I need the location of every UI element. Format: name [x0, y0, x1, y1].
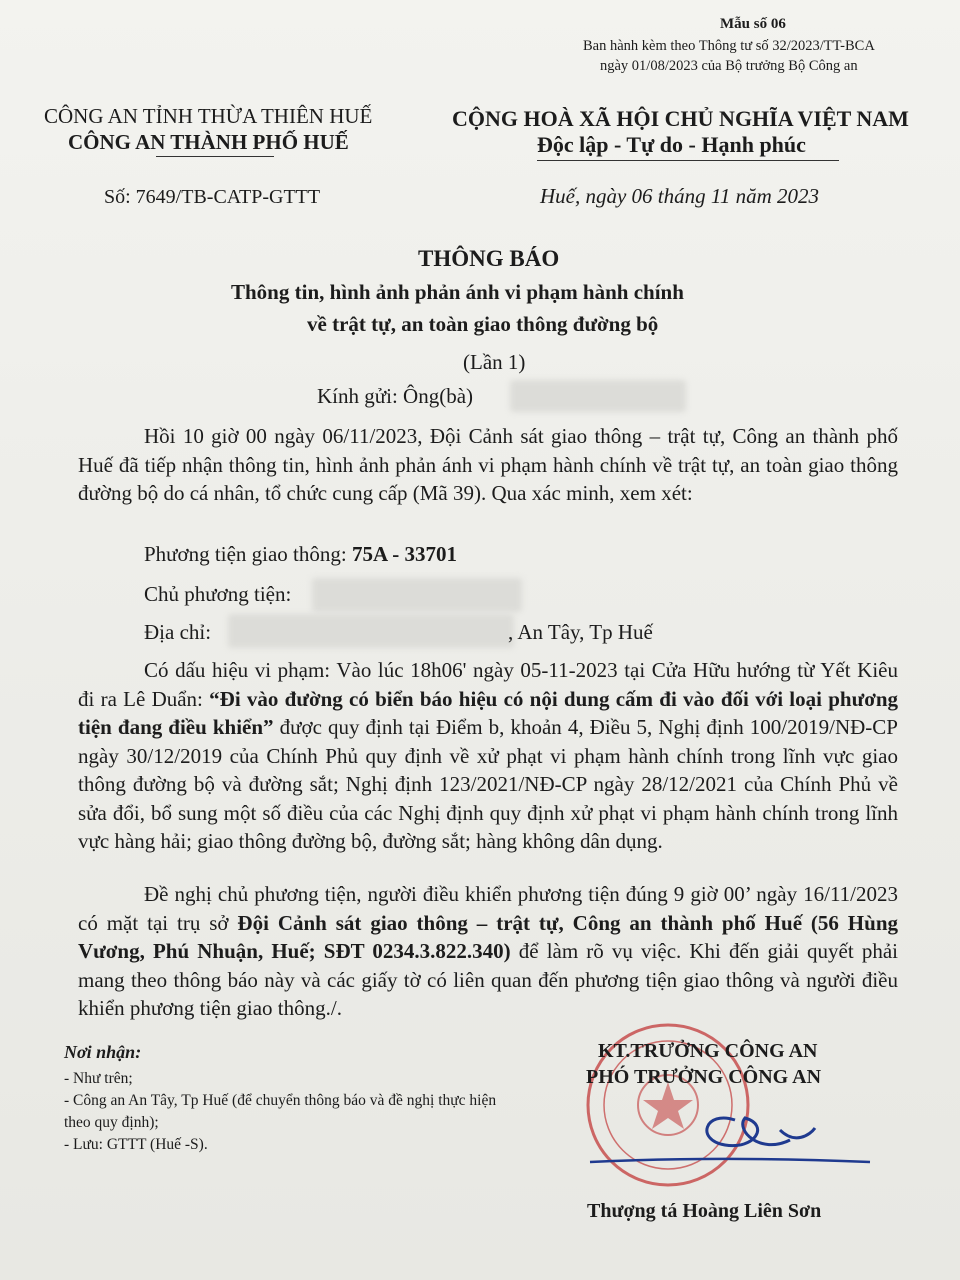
request-text-a: Đề nghị chủ phương tiện, người điều khiển phương tiện đúng 9 giờ 00’ ngày 16/11/2023 có mặt tại trụ sở: [78, 882, 898, 935]
form-issued-line2: ngày 01/08/2023 của Bộ trưởng Bộ Công an: [600, 58, 858, 74]
recipient-item: - Lưu: GTTT (Huế -S).: [64, 1136, 208, 1153]
vehicle-label: Phương tiện giao thông:: [144, 542, 352, 566]
org-unit: CÔNG AN THÀNH PHỐ HUẾ: [68, 130, 349, 154]
address-tail: , An Tây, Tp Huế: [508, 620, 653, 644]
nation-name: CỘNG HOÀ XÃ HỘI CHỦ NGHĨA VIỆT NAM: [452, 106, 909, 131]
address-label: Địa chỉ:: [144, 620, 212, 644]
violation-text-a: Có dấu hiệu vi phạm: Vào lúc 18h06' ngày 05-11-2023 tại Cửa Hữu hướng từ Yết Kiêu đi ra Lê Duẩn:: [78, 658, 898, 711]
form-issued-line1: Ban hành kèm theo Thông tư số 32/2023/TT-BCA: [583, 38, 875, 54]
recipient-line: Kính gửi: Ông(bà): [317, 384, 474, 408]
intro-paragraph: Hồi 10 giờ 00 ngày 06/11/2023, Đội Cảnh sát giao thông – trật tự, Công an thành phố Huế đã tiếp nhận thông tin, hình ảnh phản ánh vi phạm hành chính về trật tự, an toàn giao thông đường bộ do cá nhân, tổ chức cung cấp (Mã 39). Qua xác minh, xem xét:: [78, 424, 898, 505]
motto-underline: [537, 160, 839, 161]
address-line: [144, 620, 211, 645]
form-number: Mẫu số 06: [720, 16, 786, 32]
doc-subtitle-2: về trật tự, an toàn giao thông đường bộ: [307, 312, 659, 336]
vehicle-plate: 75A - 33701: [351, 542, 457, 566]
doc-title: THÔNG BÁO: [418, 246, 560, 271]
handwritten-signature: [585, 1100, 875, 1180]
request-paragraph: [78, 880, 898, 1023]
redacted-recipient: [510, 380, 686, 412]
org-underline: [156, 156, 274, 157]
signer-name: Thượng tá Hoàng Liên Sơn: [587, 1200, 822, 1222]
doc-subtitle-1: Thông tin, hình ảnh phản ánh vi phạm hành chính: [231, 280, 684, 304]
violation-paragraph: [78, 656, 898, 856]
request-text-bold: Đội Cảnh sát giao thông – trật tự, Công an thành phố Huế (56 Hùng Vương, Phú Nhuận, Huế; SĐT 0234.3.822.340): [78, 910, 899, 963]
nation-motto: Độc lập - Tự do - Hạnh phúc: [537, 132, 806, 157]
owner-line: [144, 582, 291, 607]
signature-title-2: PHÓ TRƯỞNG CÔNG AN: [586, 1066, 822, 1088]
recipient-item: - Công an An Tây, Tp Huế (để chuyển thông báo và đề nghị thực hiện theo quy định);: [64, 1092, 497, 1131]
violation-text-b: được quy định tại Điểm b, khoản 4, Điều 5, Nghị định 100/2019/NĐ-CP ngày 30/12/2019 của Chính Phủ quy định về xử phạt vi phạm hành chính trong lĩnh vực giao thông đường bộ và đường sắt; Nghị định 123/2021/NĐ-CP ngày 28/12/2021 của Chính Phủ về sửa đổi, bổ sung một số điều của các Nghị định quy định xử phạt vi phạm hành chính trong lĩnh vực hàng hải; giao thông đường bộ, đường sắt; hàng không dân dụng.: [78, 715, 898, 853]
signature-title-1: KT.TRƯỞNG CÔNG AN: [598, 1040, 818, 1062]
recipient-item: - Như trên;: [64, 1070, 133, 1087]
owner-label: Chủ phương tiện:: [144, 582, 292, 606]
violation-text-bold: “Đi vào đường có biển báo hiệu có nội dung cấm đi vào đối với loại phương tiện đang điều khiển”: [78, 686, 898, 739]
redacted-owner: [312, 578, 522, 612]
org-parent: CÔNG AN TỈNH THỪA THIÊN HUẾ: [44, 104, 373, 128]
doc-number: Số: 7649/TB-CATP-GTTT: [104, 186, 321, 208]
vehicle-line: [144, 542, 457, 567]
doc-round: (Lần 1): [463, 350, 526, 374]
place-date: Huế, ngày 06 tháng 11 năm 2023: [540, 184, 819, 208]
request-text-b: để làm rõ vụ việc. Khi đến giải quyết phải mang theo thông báo này và các giấy tờ có liên quan đến phương tiện giao thông và người điều khiển phương tiện giao thông./.: [78, 939, 898, 1020]
redacted-address: [228, 614, 514, 648]
recipients-title: Nơi nhận:: [64, 1042, 142, 1062]
